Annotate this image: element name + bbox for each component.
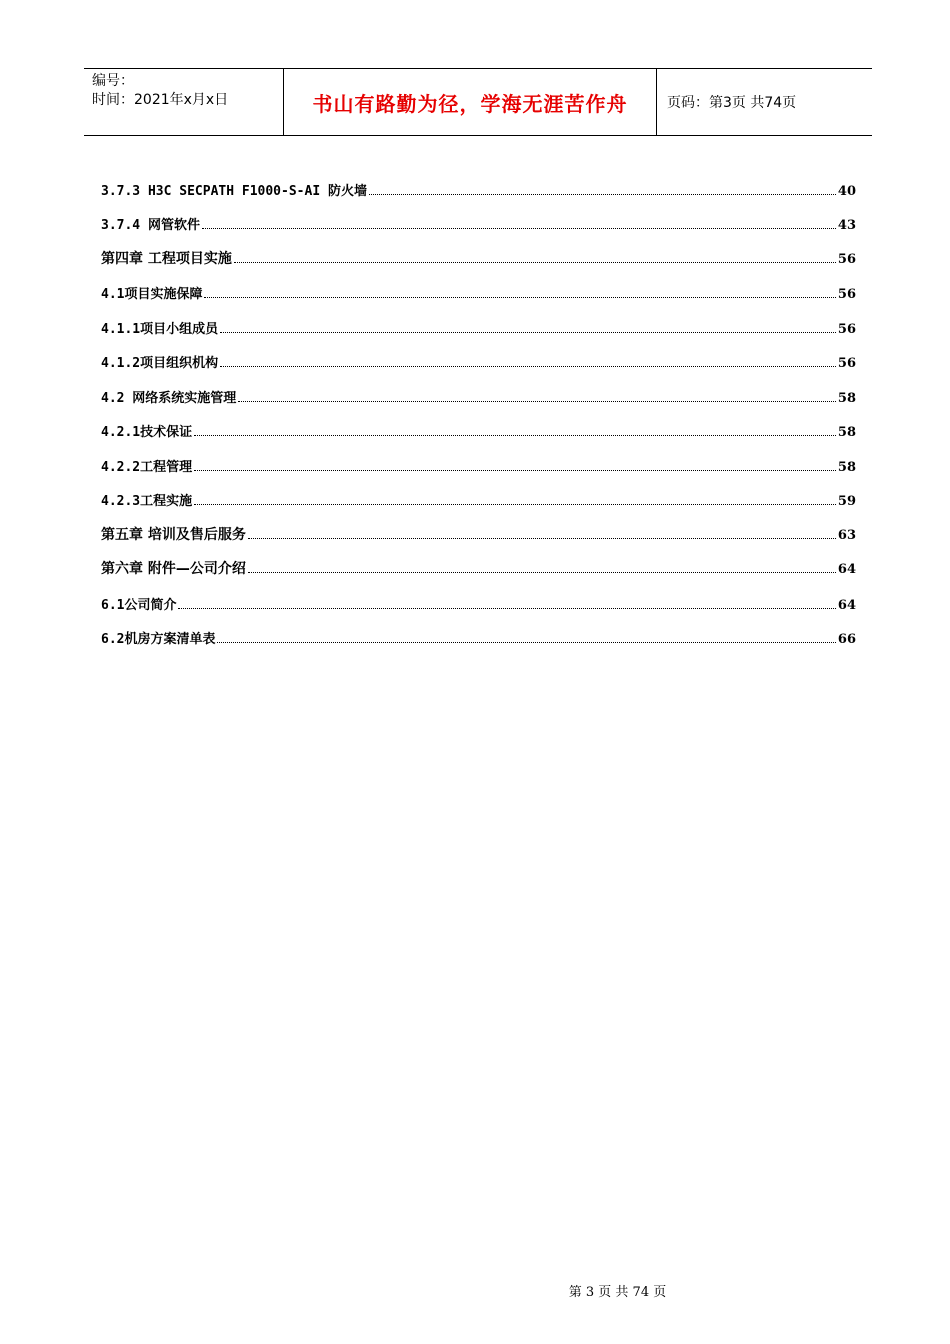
toc-dot-leader [234,261,836,263]
toc-entry-title: 6.2机房方案清单表 [101,632,216,647]
toc-entry-title: 4.1.1项目小组成员 [101,321,219,337]
toc-entry-page: 58 [837,425,856,440]
toc-entry[interactable] [101,412,856,447]
toc-dot-leader [204,296,835,298]
toc-dot-leader [202,227,836,229]
toc-entry-title: 4.2.2工程管理 [101,459,193,475]
toc-dot-leader [369,193,836,195]
toc-entry-page: 43 [837,218,856,233]
toc-entry-title: 第六章 附件—公司介绍 [101,561,246,577]
header-motto: 书山有路勤为径，学海无涯苦作舟 [312,91,628,116]
toc-entry-page: 56 [837,287,856,302]
toc-entry-title: 4.2.3工程实施 [101,494,193,509]
header-page-info-cell [657,69,872,135]
toc-entry-title: 4.2.1技术保证 [101,425,193,440]
toc-entry-page: 56 [837,251,856,267]
toc-entry-page: 40 [837,183,856,199]
header-page-info: 页码：第3页 共74页 [667,95,797,111]
toc-entry-title: 3.7.3 H3C SECPATH F1000-S-AI 防火墙 [101,183,367,199]
toc-entry[interactable] [101,377,856,412]
toc-entry[interactable] [101,481,856,516]
toc-entry[interactable] [101,446,856,481]
toc-entry[interactable] [101,584,856,619]
toc-entry-page: 59 [837,494,856,509]
toc-entry-page: 66 [837,632,856,647]
header-motto-cell [284,69,657,135]
toc-entry[interactable] [101,170,856,205]
toc-entry-title: 4.2 网络系统实施管理 [101,390,237,406]
toc-entry-page: 58 [837,459,856,475]
page-header [84,68,872,136]
toc-dot-leader [194,503,836,505]
toc-dot-leader [194,434,836,436]
table-of-contents [101,170,856,653]
code-label: 编号： [92,73,134,89]
toc-dot-leader [238,400,836,402]
page-footer [0,1281,950,1300]
toc-dot-leader [248,571,836,573]
toc-entry[interactable] [101,205,856,240]
toc-dot-leader [220,331,836,333]
toc-dot-leader [217,641,835,643]
toc-entry-title: 6.1公司简介 [101,597,177,613]
toc-entry-title: 3.7.4 网管软件 [101,218,200,233]
toc-entry[interactable] [101,239,856,274]
toc-entry-page: 64 [837,597,856,613]
toc-entry-page: 64 [837,562,856,577]
toc-entry[interactable] [101,515,856,550]
toc-entry-page: 56 [837,321,856,337]
toc-entry[interactable] [101,619,856,654]
toc-entry[interactable] [101,343,856,378]
toc-dot-leader [194,469,836,471]
toc-entry-page: 58 [837,390,856,406]
toc-entry[interactable] [101,274,856,309]
toc-entry[interactable] [101,308,856,343]
toc-dot-leader [248,537,836,539]
footer-page-number: 第 3 页 共 74 页 [568,1285,667,1300]
toc-entry-page: 56 [837,356,856,371]
toc-entry-title: 第五章 培训及售后服务 [101,526,246,543]
toc-dot-leader [220,365,836,367]
toc-entry-page: 63 [837,527,856,543]
time-label: 时间：2021年x月x日 [92,92,229,108]
header-meta [84,69,284,135]
toc-entry[interactable] [101,550,856,585]
toc-entry-title: 4.1.2项目组织机构 [101,356,219,371]
toc-entry-title: 4.1项目实施保障 [101,287,203,302]
toc-entry-title: 第四章 工程项目实施 [101,250,232,267]
toc-dot-leader [178,607,835,609]
